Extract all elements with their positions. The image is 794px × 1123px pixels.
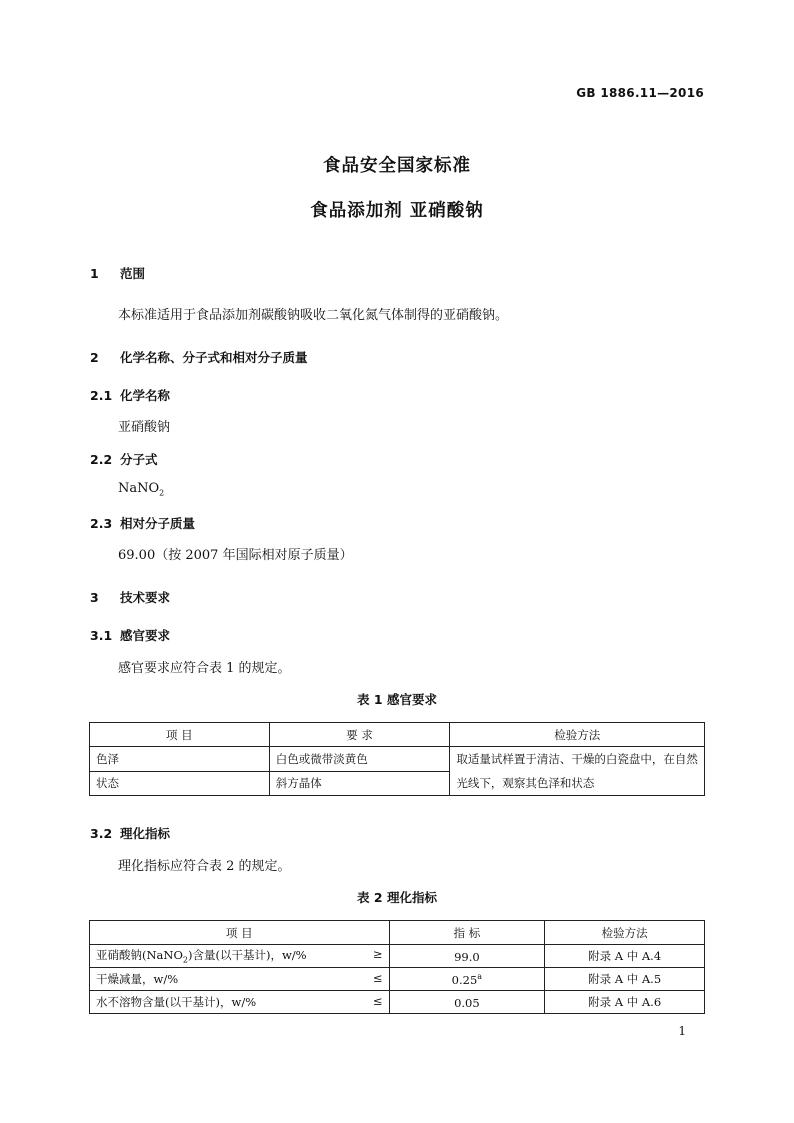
section-3-2-body: 理化指标应符合表 2 的规定。: [118, 859, 291, 874]
table-cell: 附录 A 中 A.4: [545, 945, 705, 968]
table-cell: 附录 A 中 A.6: [545, 991, 705, 1014]
section-2-heading: 2 化学名称、分子式和相对分子质量: [90, 350, 308, 365]
chemical-name: 亚硝酸钠: [118, 420, 171, 435]
table-1-caption: 表 1 感官要求: [357, 692, 437, 707]
section-3-1-heading: 3.1 感官要求: [90, 628, 171, 643]
table-row: [90, 991, 705, 1014]
table-header-row: [90, 723, 705, 747]
section-1-heading: 1 范围: [90, 266, 146, 281]
table-cell: 色泽: [90, 747, 270, 772]
section-3-2-heading: 3.2 理化指标: [90, 826, 171, 841]
table-cell: 亚硝酸钠(NaNO$_2$)含量(以干基计)，w/% ≥: [90, 945, 390, 968]
section-2-2-heading: 2.2 分子式: [90, 452, 158, 467]
table-cell: 0.05: [389, 991, 545, 1014]
test-method-cell: 取适量试样置于清洁、干燥的白瓷盘中，在自然光线下，观察其色泽和状态: [450, 747, 705, 796]
physicochemical-table: [89, 920, 705, 1014]
table-row: [90, 945, 705, 968]
table-cell: 斜方晶体: [269, 771, 450, 796]
table-cell: 干燥减量，w/% ≤: [90, 968, 390, 991]
document-title: 食品安全国家标准: [323, 156, 471, 176]
section-3-1-body: 感官要求应符合表 1 的规定。: [118, 661, 291, 676]
page-number: 1: [678, 1024, 686, 1038]
sensory-table: [89, 722, 705, 796]
section-2-3-heading: 2.3 相对分子质量: [90, 516, 196, 531]
section-3-heading: 3 技术要求: [90, 590, 171, 605]
column-header: 指 标: [389, 921, 545, 945]
section-1-body: 本标准适用于食品添加剂碳酸钠吸收二氧化氮气体制得的亚硝酸钠。: [118, 308, 509, 323]
molecular-mass: 69.00（按 2007 年国际相对原子质量）: [118, 548, 353, 563]
document-subtitle: 食品添加剂 亚硝酸钠: [310, 201, 484, 221]
table-row: [90, 968, 705, 991]
column-header: 项 目: [90, 921, 390, 945]
column-header: 检验方法: [545, 921, 705, 945]
table-cell: 0.25$^a$: [389, 968, 545, 991]
standard-number: GB 1886.11—2016: [576, 86, 704, 100]
section-2-1-heading: 2.1 化学名称: [90, 388, 171, 403]
table-header-row: [90, 921, 705, 945]
table-2-caption: 表 2 理化指标: [357, 890, 437, 905]
column-header: 要 求: [269, 723, 450, 747]
molecular-formula: NaNO$_2$: [118, 481, 165, 498]
table-cell: 状态: [90, 771, 270, 796]
table-cell: 附录 A 中 A.5: [545, 968, 705, 991]
table-cell: 水不溶物含量(以干基计)，w/% ≤: [90, 991, 390, 1014]
table-cell: 白色或微带淡黄色: [269, 747, 450, 772]
column-header: 项 目: [90, 723, 270, 747]
table-row: [90, 747, 705, 772]
column-header: 检验方法: [450, 723, 705, 747]
table-cell: 99.0: [389, 945, 545, 968]
